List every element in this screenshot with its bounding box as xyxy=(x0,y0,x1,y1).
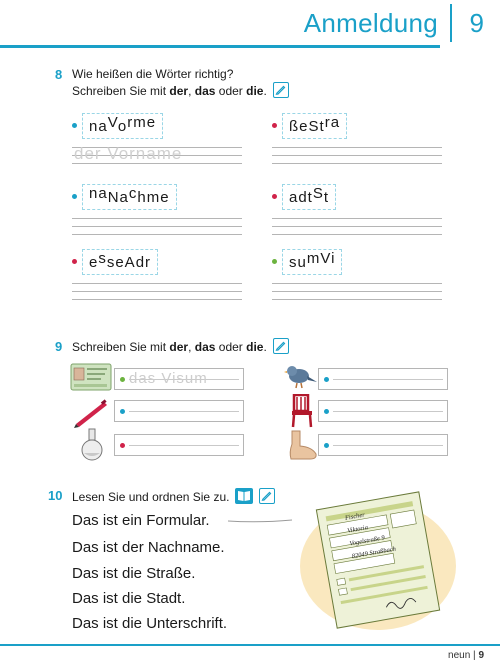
flask-icon xyxy=(78,428,118,458)
exercise-8-instruction-line2: Schreiben Sie mit der, das oder die. xyxy=(72,82,289,99)
bullet-dot xyxy=(324,443,329,448)
sentence-5: Das ist die Unterschrift. xyxy=(72,615,228,632)
sentence-4: Das ist die Stadt. xyxy=(72,590,186,607)
scrambled-word: sumVi xyxy=(282,249,342,275)
bullet-dot xyxy=(272,194,277,199)
book-icon xyxy=(235,488,253,504)
bullet-dot xyxy=(324,377,329,382)
writing-lines[interactable] xyxy=(272,279,442,305)
exercise-8-instruction xyxy=(72,66,289,99)
answer-field-2[interactable] xyxy=(318,368,448,390)
bullet-dot xyxy=(72,259,77,264)
pencil-icon xyxy=(259,488,275,504)
scrambled-word: naNachme xyxy=(82,184,177,210)
bullet-dot xyxy=(324,409,329,414)
sample-answer: das Visum xyxy=(129,370,208,387)
form-entries: Fischer Viktoria Vogelstraße 9 82049 Straßbach xyxy=(344,511,397,561)
exercise-9-number: 9 xyxy=(55,339,63,354)
answer-field-5[interactable] xyxy=(114,434,244,456)
page-footer: neun | 9 xyxy=(448,650,484,661)
pencil-icon xyxy=(273,82,289,98)
sample-answer: der Vorname xyxy=(74,144,183,163)
registration-form-illustration xyxy=(298,486,458,634)
bullet-dot xyxy=(120,377,125,382)
sentence-2: Das ist der Nachname. xyxy=(72,539,225,556)
bird-icon xyxy=(283,362,323,392)
exercise-10-instruction: Lesen Sie und ordnen Sie zu. xyxy=(72,488,275,505)
pen-icon xyxy=(72,398,112,428)
bullet-dot xyxy=(272,123,277,128)
writing-lines[interactable] xyxy=(72,279,242,305)
visa-icon xyxy=(70,362,110,392)
header-page-number: 9 xyxy=(469,8,484,38)
writing-lines[interactable] xyxy=(72,214,242,240)
exercise-9-instruction: Schreiben Sie mit der, das oder die. xyxy=(72,338,289,355)
page-header xyxy=(0,0,500,46)
writing-lines[interactable] xyxy=(272,214,442,240)
answer-line xyxy=(228,518,294,524)
answer-field-1[interactable] xyxy=(114,368,244,390)
header-divider xyxy=(450,4,452,42)
scrambled-word: ßeStra xyxy=(282,113,347,139)
bullet-dot xyxy=(120,443,125,448)
bullet-dot xyxy=(72,194,77,199)
scrambled-word: esseAdr xyxy=(82,249,158,275)
pencil-icon xyxy=(273,338,289,354)
answer-field-4[interactable] xyxy=(318,400,448,422)
chapter-title: Anmeldung xyxy=(303,8,438,38)
footer-rule xyxy=(0,644,500,646)
scrambled-word: adtSt xyxy=(282,184,336,210)
scrambled-word: naVorme xyxy=(82,113,163,139)
writing-lines[interactable] xyxy=(272,143,442,169)
answer-field-6[interactable] xyxy=(318,434,448,456)
bullet-dot xyxy=(272,259,277,264)
sentence-3: Das ist die Straße. xyxy=(72,565,196,582)
exercise-10-number: 10 xyxy=(48,488,63,503)
bullet-dot xyxy=(72,123,77,128)
sentence-1: Das ist ein Formular. xyxy=(72,512,210,529)
header-rule xyxy=(0,45,440,48)
exercise-8-number: 8 xyxy=(55,67,63,82)
exercise-8-instruction-line1: Wie heißen die Wörter richtig? xyxy=(72,67,234,81)
answer-field-3[interactable] xyxy=(114,400,244,422)
bullet-dot xyxy=(120,409,125,414)
